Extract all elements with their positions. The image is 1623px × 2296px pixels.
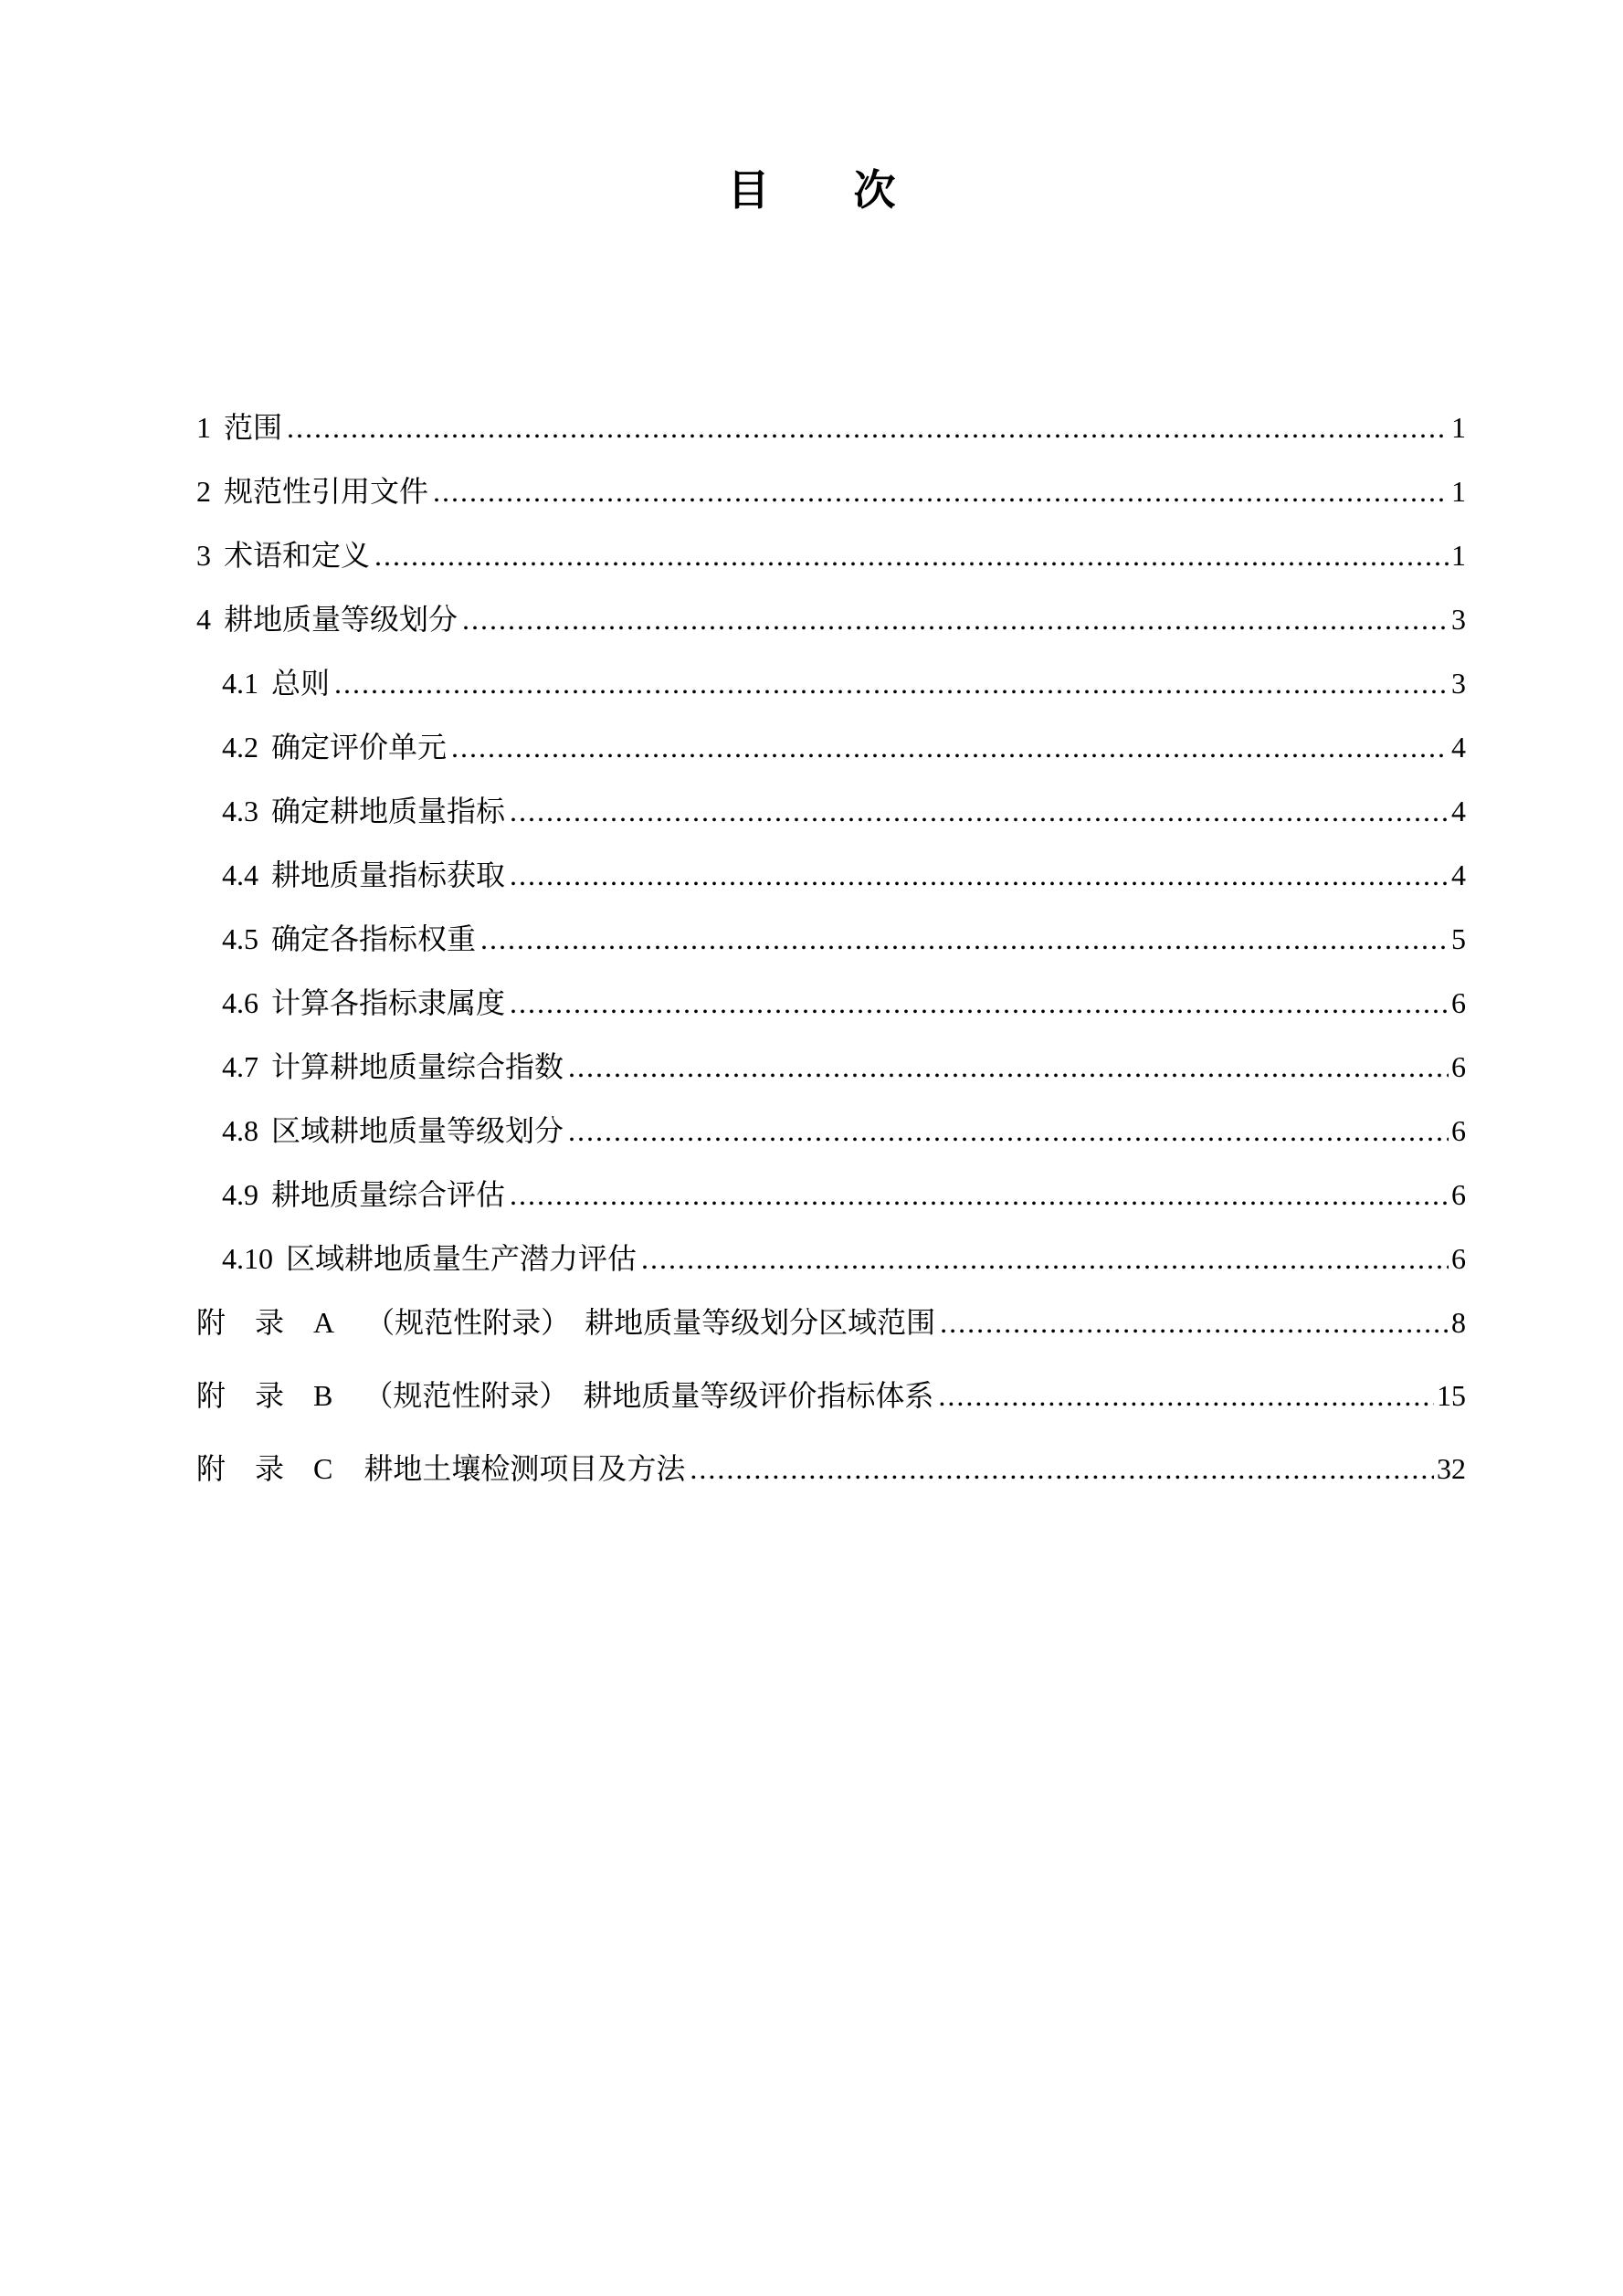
toc-entry xyxy=(196,1305,1466,1339)
entry-number: 4.4 xyxy=(222,858,258,891)
page-number: 8 xyxy=(1451,1305,1466,1339)
entry-number: 4 xyxy=(196,602,211,636)
entry-title: 确定耕地质量指标 xyxy=(271,794,506,827)
page-number: 6 xyxy=(1451,1049,1466,1083)
entry-title: 耕地质量综合评估 xyxy=(271,1177,506,1211)
entry-title: 总则 xyxy=(271,666,331,700)
entry-number: 4.9 xyxy=(222,1177,258,1211)
toc-entry xyxy=(196,538,1466,572)
page-number: 4 xyxy=(1451,794,1466,827)
entry-title: 计算各指标隶属度 xyxy=(271,985,506,1019)
entry-title: 确定各指标权重 xyxy=(271,922,477,955)
leader-dots xyxy=(374,541,1449,571)
toc-entry xyxy=(196,410,1466,444)
leader-dots xyxy=(938,1381,1434,1411)
entry-number: 4.2 xyxy=(222,730,258,764)
table-of-contents xyxy=(196,410,1466,1485)
entry-number: 4.5 xyxy=(222,922,258,955)
entry-title: 术语和定义 xyxy=(224,538,371,572)
leader-dots xyxy=(940,1308,1449,1338)
leader-dots xyxy=(510,1180,1449,1210)
entry-title: 范围 xyxy=(224,410,283,444)
page-number: 5 xyxy=(1451,922,1466,955)
entry-number: 1 xyxy=(196,410,211,444)
toc-entry xyxy=(196,1049,1466,1083)
leader-dots xyxy=(510,860,1449,890)
toc-entry xyxy=(196,666,1466,700)
page-number: 4 xyxy=(1451,730,1466,764)
page-number: 6 xyxy=(1451,1113,1466,1147)
page-number: 4 xyxy=(1451,858,1466,891)
leader-dots xyxy=(510,796,1449,827)
entry-number: 2 xyxy=(196,474,211,508)
page-number: 32 xyxy=(1437,1451,1466,1485)
toc-entry xyxy=(196,860,1466,890)
leader-dots xyxy=(641,1244,1449,1274)
page-number: 15 xyxy=(1437,1378,1466,1412)
entry-title: （规范性附录） 耕地质量等级评价指标体系 xyxy=(364,1378,934,1412)
entry-number: 4.10 xyxy=(222,1241,273,1275)
entry-number: 附 录 A xyxy=(196,1305,335,1339)
toc-entry xyxy=(196,1451,1466,1485)
page-number: 6 xyxy=(1451,985,1466,1019)
page-number: 3 xyxy=(1451,666,1466,700)
toc-entry xyxy=(196,474,1466,508)
toc-entry xyxy=(196,796,1466,827)
page-number: 1 xyxy=(1451,410,1466,444)
leader-dots xyxy=(334,669,1449,699)
toc-entry xyxy=(196,924,1466,954)
page-number: 1 xyxy=(1451,474,1466,508)
leader-dots xyxy=(433,477,1449,507)
leader-dots xyxy=(690,1454,1434,1484)
page-title: 目 次 xyxy=(727,166,896,214)
toc-entry xyxy=(196,602,1466,636)
page-number: 1 xyxy=(1451,538,1466,572)
entry-number: 4.1 xyxy=(222,666,258,700)
entry-title: 区域耕地质量等级划分 xyxy=(271,1113,564,1147)
entry-title: 规范性引用文件 xyxy=(224,474,429,508)
entry-title: 耕地质量指标获取 xyxy=(271,858,506,891)
leader-dots xyxy=(568,1052,1449,1082)
leader-dots xyxy=(451,732,1449,763)
entry-number: 4.7 xyxy=(222,1049,258,1083)
entry-number: 附 录 B xyxy=(196,1378,333,1412)
entry-number: 4.6 xyxy=(222,985,258,1019)
entry-number: 4.8 xyxy=(222,1113,258,1147)
toc-entry xyxy=(196,1177,1466,1211)
entry-title: 区域耕地质量生产潜力评估 xyxy=(286,1241,638,1275)
toc-entry xyxy=(196,1378,1466,1412)
leader-dots xyxy=(568,1116,1449,1146)
toc-entry xyxy=(196,985,1466,1019)
entry-number: 3 xyxy=(196,538,211,572)
leader-dots xyxy=(287,413,1449,443)
page-number: 6 xyxy=(1451,1177,1466,1211)
entry-title: （规范性附录） 耕地质量等级划分区域范围 xyxy=(365,1305,936,1339)
toc-entry xyxy=(196,1241,1466,1275)
toc-entry xyxy=(196,1113,1466,1147)
toc-entry xyxy=(196,732,1466,763)
entry-number: 4.3 xyxy=(222,794,258,827)
leader-dots xyxy=(462,605,1449,635)
entry-number: 附 录 C xyxy=(196,1451,333,1485)
entry-title: 耕地土壤检测项目及方法 xyxy=(364,1451,686,1485)
page-number: 6 xyxy=(1451,1241,1466,1275)
leader-dots xyxy=(480,924,1449,954)
entry-title: 确定评价单元 xyxy=(271,730,448,764)
entry-title: 耕地质量等级划分 xyxy=(224,602,458,636)
page-number: 3 xyxy=(1451,602,1466,636)
leader-dots xyxy=(510,988,1449,1018)
entry-title: 计算耕地质量综合指数 xyxy=(271,1049,564,1083)
